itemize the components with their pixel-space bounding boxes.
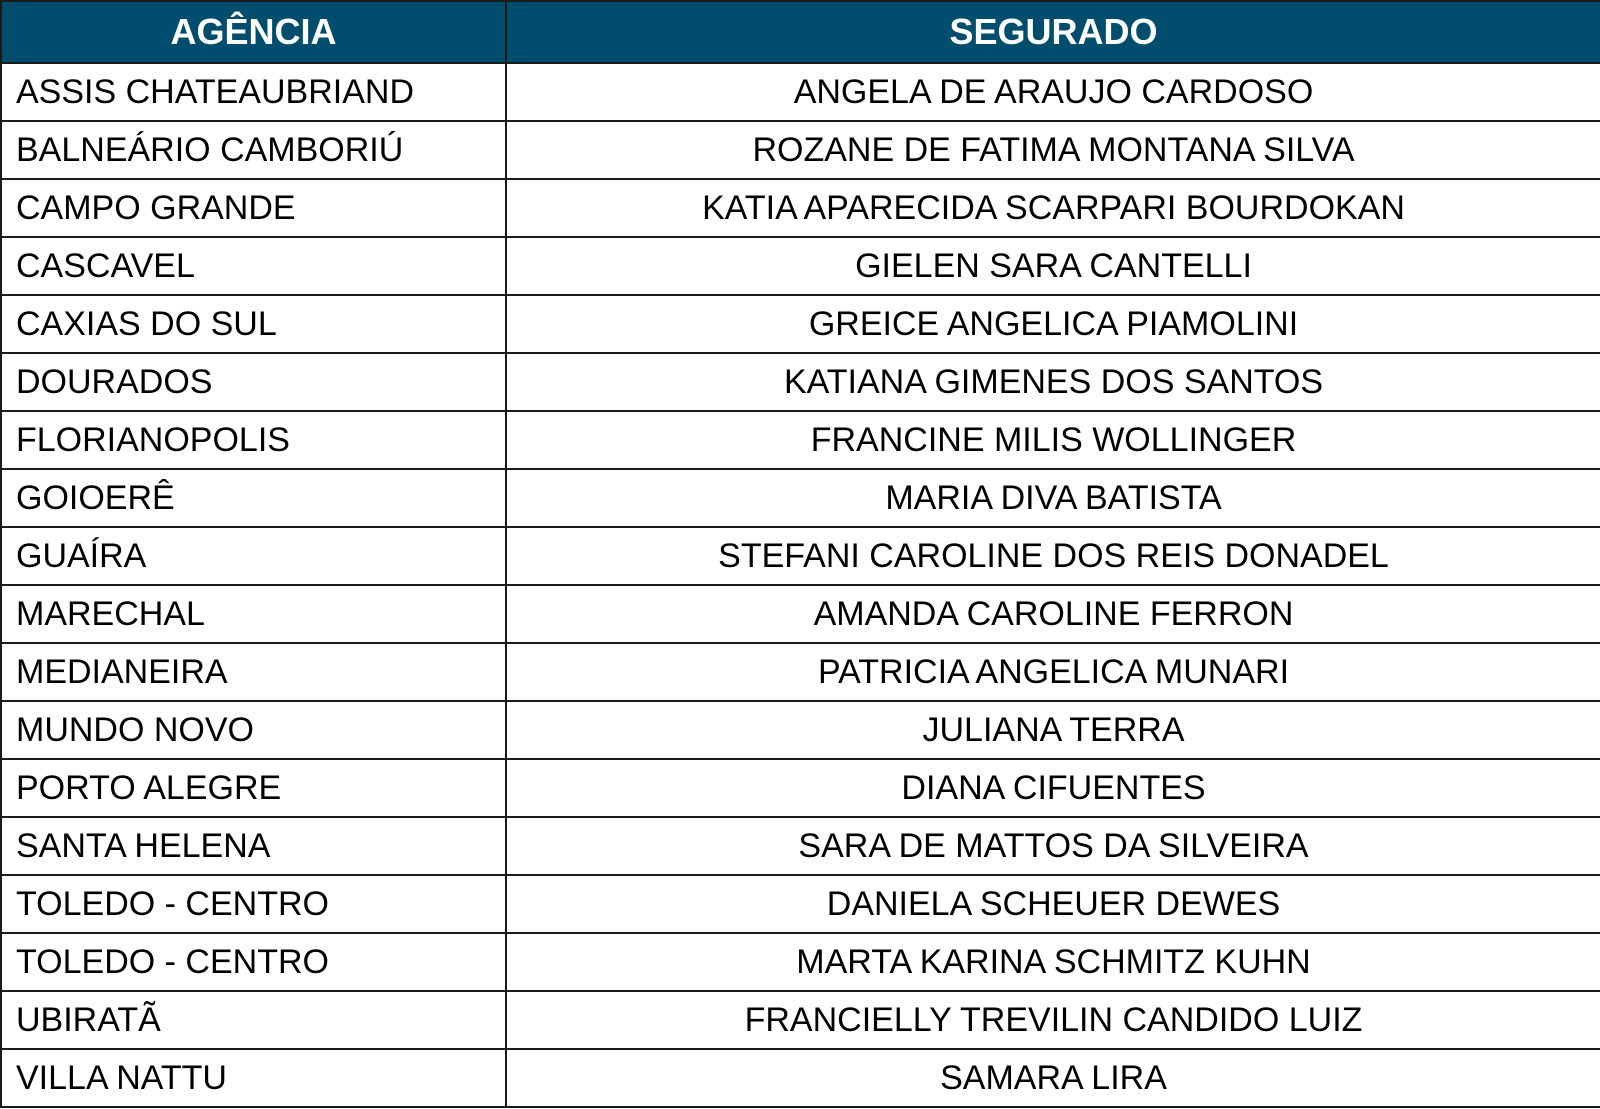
cell-segurado: FRANCIELLY TREVILIN CANDIDO LUIZ — [506, 991, 1600, 1049]
table-row — [1, 701, 1600, 759]
table-row — [1, 817, 1600, 875]
cell-segurado: MARIA DIVA BATISTA — [506, 469, 1600, 527]
table-row — [1, 875, 1600, 933]
cell-segurado: KATIA APARECIDA SCARPARI BOURDOKAN — [506, 179, 1600, 237]
cell-agencia: BALNEÁRIO CAMBORIÚ — [1, 121, 506, 179]
table-row — [1, 353, 1600, 411]
cell-agencia: UBIRATÃ — [1, 991, 506, 1049]
cell-agencia: CAXIAS DO SUL — [1, 295, 506, 353]
table-row — [1, 63, 1600, 121]
table-row — [1, 121, 1600, 179]
table-row — [1, 295, 1600, 353]
cell-segurado: ROZANE DE FATIMA MONTANA SILVA — [506, 121, 1600, 179]
table-row — [1, 933, 1600, 991]
cell-agencia: MUNDO NOVO — [1, 701, 506, 759]
table-row — [1, 759, 1600, 817]
cell-segurado: DIANA CIFUENTES — [506, 759, 1600, 817]
cell-segurado: GREICE ANGELICA PIAMOLINI — [506, 295, 1600, 353]
cell-agencia: CAMPO GRANDE — [1, 179, 506, 237]
cell-segurado: JULIANA TERRA — [506, 701, 1600, 759]
table-row — [1, 237, 1600, 295]
cell-agencia: GUAÍRA — [1, 527, 506, 585]
cell-segurado: KATIANA GIMENES DOS SANTOS — [506, 353, 1600, 411]
table-row — [1, 643, 1600, 701]
cell-agencia: VILLA NATTU — [1, 1049, 506, 1107]
cell-segurado: PATRICIA ANGELICA MUNARI — [506, 643, 1600, 701]
header-segurado: SEGURADO — [506, 1, 1600, 63]
cell-agencia: PORTO ALEGRE — [1, 759, 506, 817]
cell-segurado: SAMARA LIRA — [506, 1049, 1600, 1107]
cell-agencia: ASSIS CHATEAUBRIAND — [1, 63, 506, 121]
cell-segurado: GIELEN SARA CANTELLI — [506, 237, 1600, 295]
cell-segurado: STEFANI CAROLINE DOS REIS DONADEL — [506, 527, 1600, 585]
table-header — [1, 1, 1600, 63]
cell-segurado: SARA DE MATTOS DA SILVEIRA — [506, 817, 1600, 875]
table-body — [1, 63, 1600, 1107]
cell-agencia: CASCAVEL — [1, 237, 506, 295]
cell-segurado: DANIELA SCHEUER DEWES — [506, 875, 1600, 933]
cell-agencia: SANTA HELENA — [1, 817, 506, 875]
cell-agencia: MEDIANEIRA — [1, 643, 506, 701]
cell-agencia: MARECHAL — [1, 585, 506, 643]
table-row — [1, 527, 1600, 585]
table-row — [1, 585, 1600, 643]
cell-agencia: GOIOERÊ — [1, 469, 506, 527]
header-agencia: AGÊNCIA — [1, 1, 506, 63]
cell-segurado: MARTA KARINA SCHMITZ KUHN — [506, 933, 1600, 991]
table-row — [1, 991, 1600, 1049]
table-row — [1, 411, 1600, 469]
table-row — [1, 179, 1600, 237]
cell-agencia: DOURADOS — [1, 353, 506, 411]
cell-segurado: ANGELA DE ARAUJO CARDOSO — [506, 63, 1600, 121]
cell-agencia: FLORIANOPOLIS — [1, 411, 506, 469]
table-row — [1, 469, 1600, 527]
table-row — [1, 1049, 1600, 1107]
cell-segurado: AMANDA CAROLINE FERRON — [506, 585, 1600, 643]
cell-agencia: TOLEDO - CENTRO — [1, 933, 506, 991]
cell-segurado: FRANCINE MILIS WOLLINGER — [506, 411, 1600, 469]
header-row — [1, 1, 1600, 63]
cell-agencia: TOLEDO - CENTRO — [1, 875, 506, 933]
